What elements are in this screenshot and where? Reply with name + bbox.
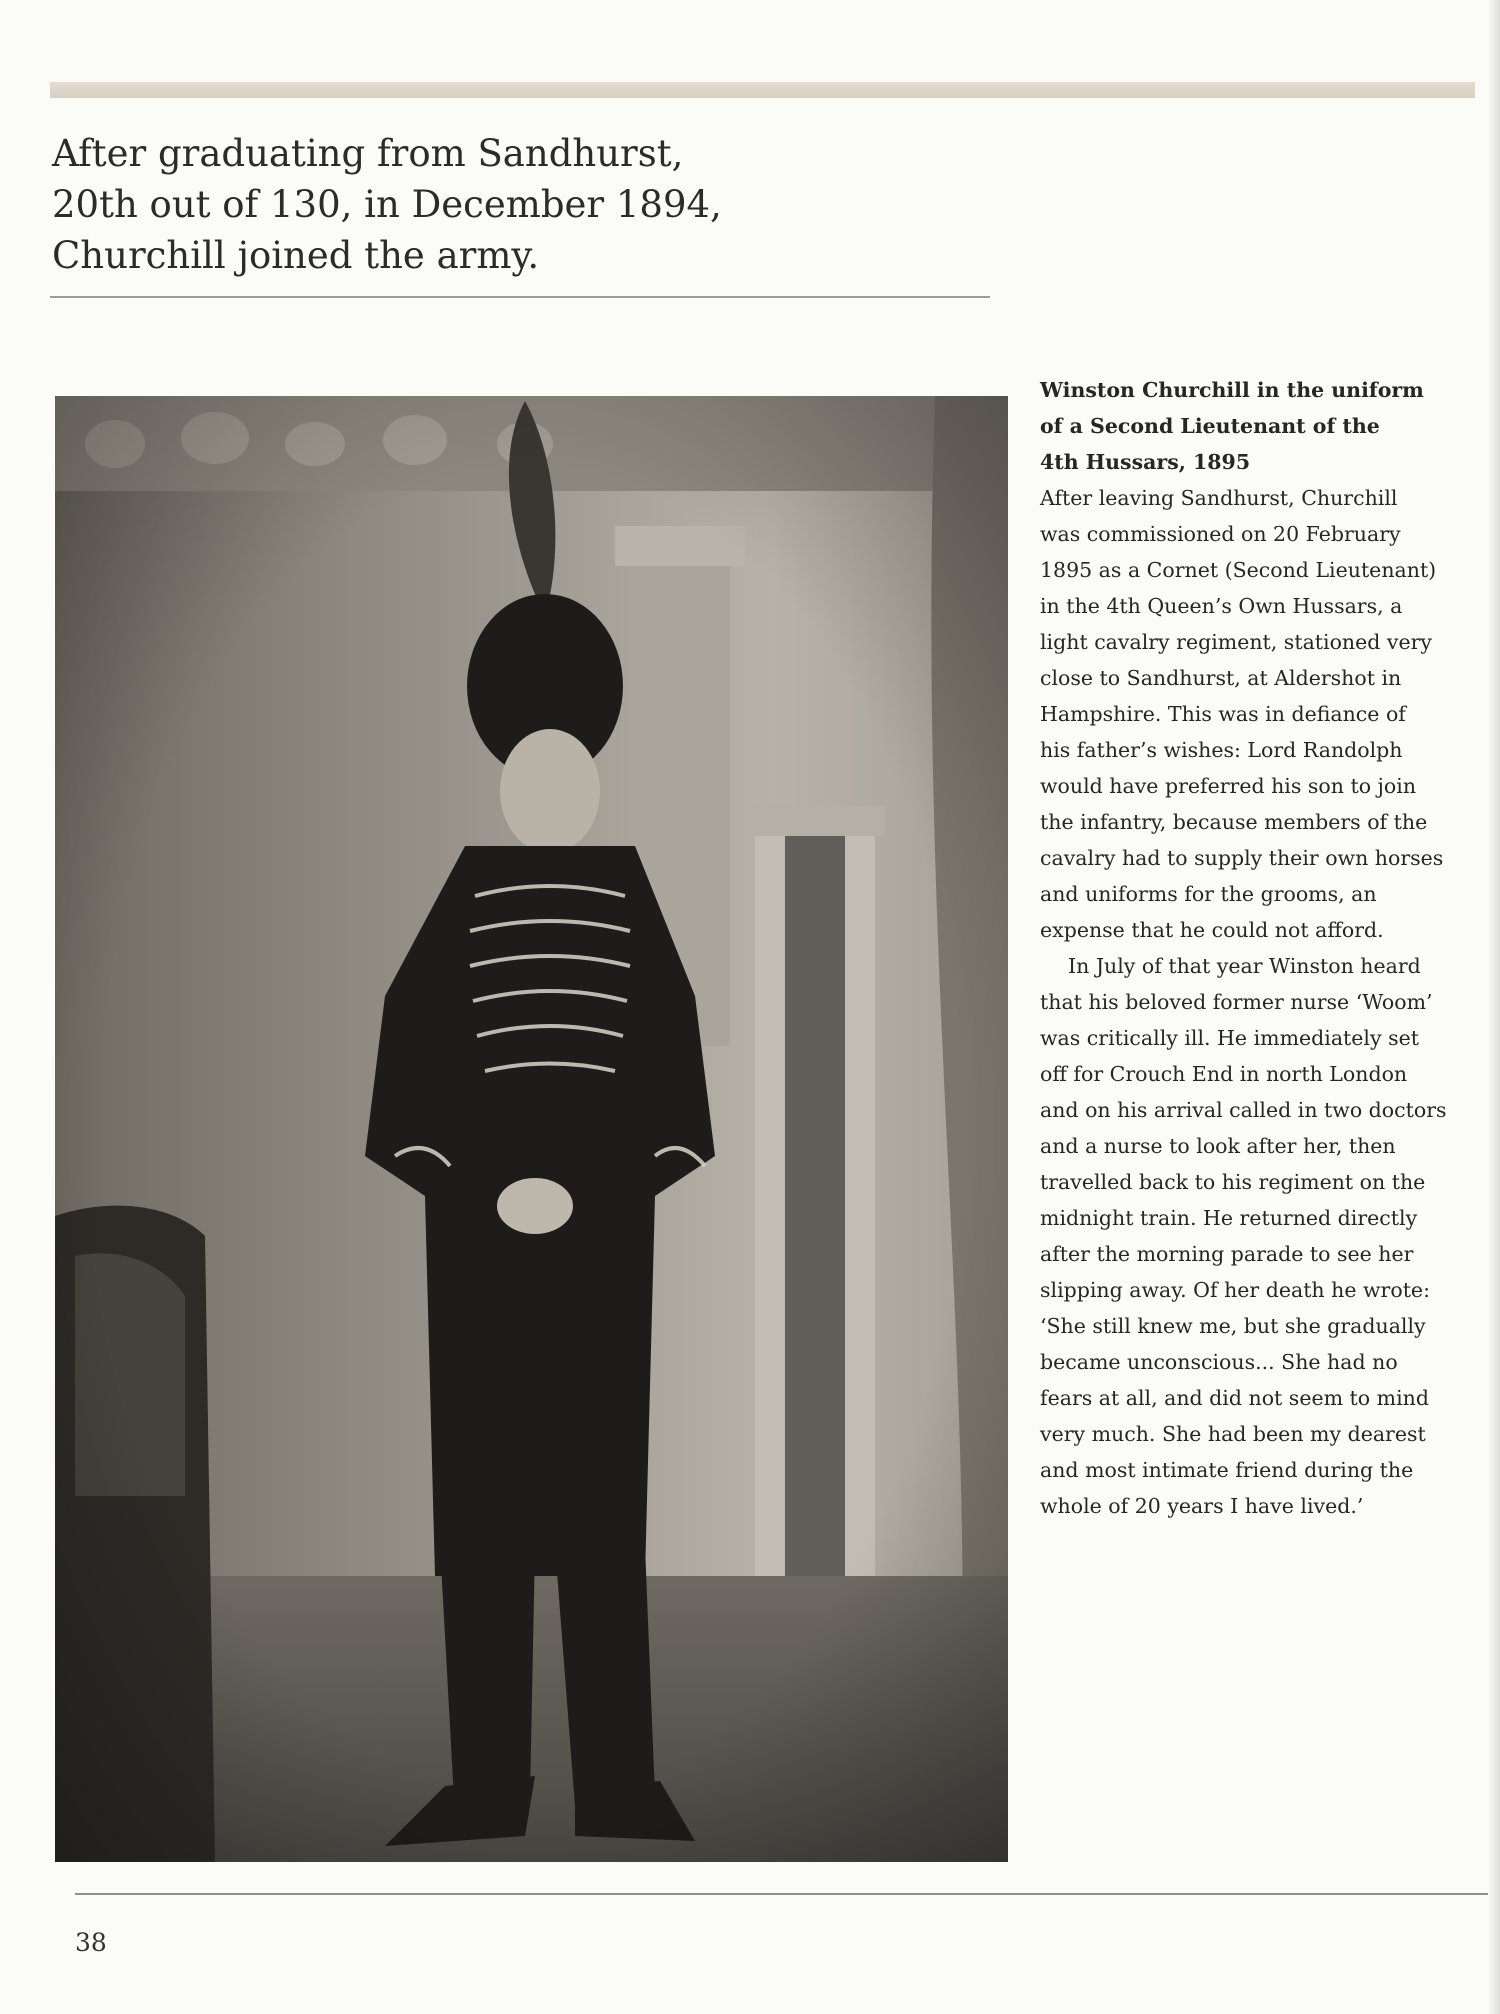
caption-line: that his beloved former nurse ‘Woom’ [1040,990,1433,1014]
caption-line: close to Sandhurst, at Aldershot in [1040,666,1402,690]
caption-line: whole of 20 years I have lived.’ [1040,1494,1364,1518]
caption-line: 1895 as a Cornet (Second Lieutenant) [1040,558,1437,582]
page-number: 38 [75,1928,107,1957]
caption-line: midnight train. He returned directly [1040,1206,1418,1230]
caption-paragraph-1 [1040,480,1490,948]
pull-quote-divider [50,296,990,298]
caption-line: his father’s wishes: Lord Randolph [1040,738,1403,762]
footer-divider [75,1893,1495,1895]
caption-line: cavalry had to supply their own horses [1040,846,1444,870]
caption-line: after the morning parade to see her [1040,1242,1414,1266]
caption-title [1040,372,1490,480]
caption-line: was critically ill. He immediately set [1040,1026,1419,1050]
caption-line: very much. She had been my dearest [1040,1422,1426,1446]
caption-line: slipping away. Of her death he wrote: [1040,1278,1430,1302]
pull-quote-line: Churchill joined the army. [52,234,540,277]
caption-line: became unconscious... She had no [1040,1350,1398,1374]
caption-line: fears at all, and did not seem to mind [1040,1386,1429,1410]
caption-line: and most intimate friend during the [1040,1458,1414,1482]
pull-quote [52,128,1012,281]
caption-line: would have preferred his son to join [1040,774,1417,798]
caption-line: In July of that year Winston heard [1068,954,1421,978]
caption-line: expense that he could not afford. [1040,918,1384,942]
caption-line: light cavalry regiment, stationed very [1040,630,1432,654]
caption-title-line: Winston Churchill in the uniform [1040,378,1424,402]
caption-line: and uniforms for the grooms, an [1040,882,1377,906]
caption-line: ‘She still knew me, but she gradually [1040,1314,1426,1338]
caption-paragraph-2 [1040,948,1490,1524]
caption-line: was commissioned on 20 February [1040,522,1401,546]
caption-line: off for Crouch End in north London [1040,1062,1408,1086]
caption-line: in the 4th Queen’s Own Hussars, a [1040,594,1403,618]
pull-quote-line: 20th out of 130, in December 1894, [52,183,722,226]
top-decorative-band [50,82,1475,98]
caption-line: and a nurse to look after her, then [1040,1134,1396,1158]
caption-line: Hampshire. This was in defiance of [1040,702,1406,726]
page-edge-shadow [1488,0,1500,2014]
caption-title-line: 4th Hussars, 1895 [1040,450,1251,474]
pull-quote-line: After graduating from Sandhurst, [52,132,684,175]
caption-line: After leaving Sandhurst, Churchill [1040,486,1398,510]
caption-line: travelled back to his regiment on the [1040,1170,1426,1194]
photo-caption [1040,372,1490,1524]
caption-title-line: of a Second Lieutenant of the [1040,414,1380,438]
churchill-portrait-photo [55,396,1008,1862]
caption-line: and on his arrival called in two doctors [1040,1098,1447,1122]
caption-line: the infantry, because members of the [1040,810,1428,834]
